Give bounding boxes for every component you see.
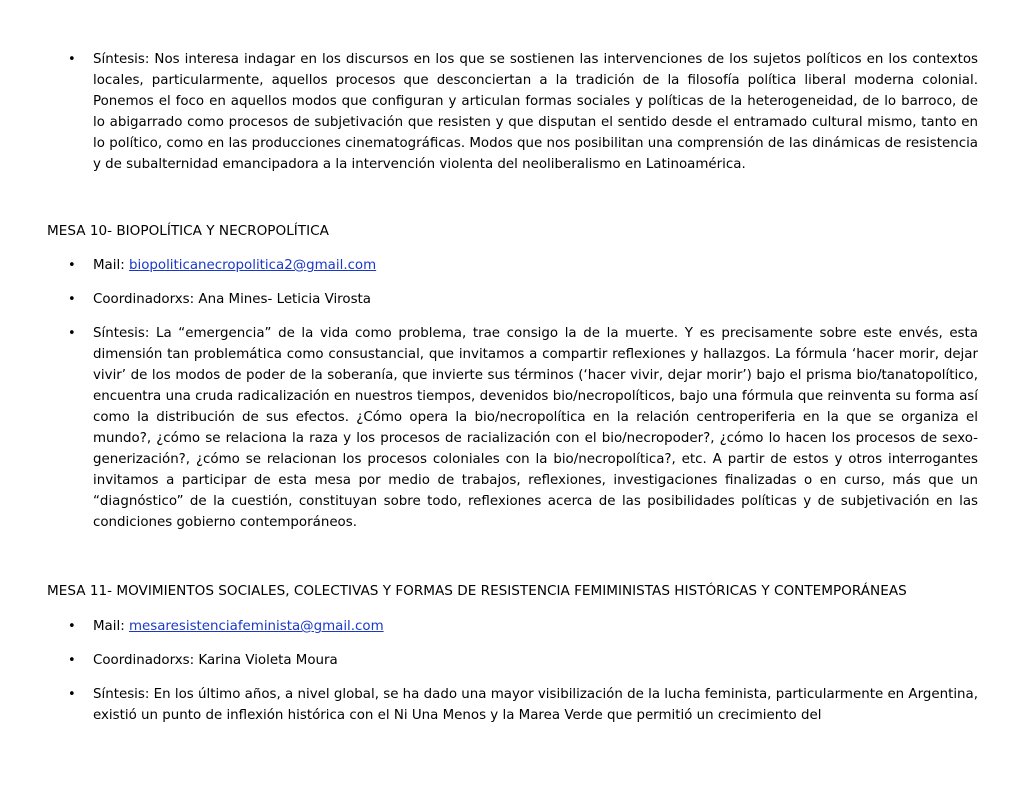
mesa-10-mail-link[interactable]: biopoliticanecropolitica2@gmail.com [128,258,377,273]
bullet-icon: • [68,326,76,341]
bullet-icon: • [68,653,76,668]
mesa-10-mail-label: Mail: [93,258,129,273]
mesa-10-synthesis-text: Síntesis: La “emergencia” de la vida como problema, trae consigo la de la muerte. Y es precisamente sobre este envés, esta dimensión tan problemática como consustancial, que invitamos a compartir reflexiones y hallazgos. La fórmula ‘hacer morir, dejar vivir’ de los modos de poder de la soberanía, que invierte sus términos (‘hacer vivir, dejar morir’) bajo el prisma bio/tanatopolítico, encuentra una cruda radicalización en nuestros tiempos, devenidos bio/necropolíticos, bajo una fórmula que reinventa su forma así como la distribución de sus efectos. ¿Cómo opera la bio/necropolítica en la relación centroperiferia en la que se organiza el mundo?, ¿cómo se relaciona la raza y los procesos de racialización con el bio/necropoder?, ¿cómo lo hacen los procesos de sexo-generización?, ¿cómo se relacionan los procesos coloniales con la bio/necropolítica?, etc. A partir de estos y otros interrogantes invitamos a participar de esta mesa por medio de trabajos, reflexiones, investigaciones finalizadas o en curso, más que un “diagnóstico” de la cuestión, constituyan sobre todo, reflexiones acerca de las posibilidades políticas y de subjetivación en las condiciones gobierno contemporáneos. [93,326,978,530]
mesa-10-mail-line [93,255,978,276]
mesa-11-mail-line [93,616,978,637]
intro-synthesis-text: Síntesis: Nos interesa indagar en los discursos en los que se sostienen las intervenciones de los sujetos políticos en los contextos locales, particularmente, aquellos procesos que desconciertan a la tradición de la filosofía política liberal moderna colonial. Ponemos el foco en aquellos modos que configuran y articulan formas sociales y políticas de la heterogeneidad, de lo barroco, de lo abigarrado como procesos de subjetivación que resisten y que disputan el sentido desde el entramado cultural mismo, tanto en lo político, como en las producciones cinematográficas. Modos que nos posibilitan una comprensión de las dinámicas de resistencia y de subalternidad emancipadora a la intervención violenta del neoliberalismo en Latinoamérica. [93,52,978,172]
mesa-11-title: MESA 11- MOVIMIENTOS SOCIALES, COLECTIVAS Y FORMAS DE RESISTENCIA FEMIMINISTAS HISTÓRICAS Y CONTEMPORÁNEAS [47,583,907,599]
bullet-icon: • [68,292,76,307]
bullet-icon: • [68,619,76,634]
bullet-icon: • [68,258,76,273]
mesa-10-title: MESA 10- BIOPOLÍTICA Y NECROPOLÍTICA [47,223,329,239]
mesa-11-mail-label: Mail: [93,619,129,634]
mesa-11-coordinators: Coordinadorxs: Karina Violeta Moura [93,653,338,668]
bullet-icon: • [68,687,76,702]
mesa-10-coordinators: Coordinadorxs: Ana Mines- Leticia Virosta [93,292,371,307]
mesa-11-mail-link[interactable]: mesaresistenciafeminista@gmail.com [128,619,384,634]
bullet-icon: • [68,52,76,67]
mesa-11-synthesis-text: Síntesis: En los último años, a nivel global, se ha dado una mayor visibilización de la lucha feminista, particularmente en Argentina, existió un punto de inflexión histórica con el Ni Una Menos y la Marea Verde que permitió un crecimiento del [93,687,978,723]
